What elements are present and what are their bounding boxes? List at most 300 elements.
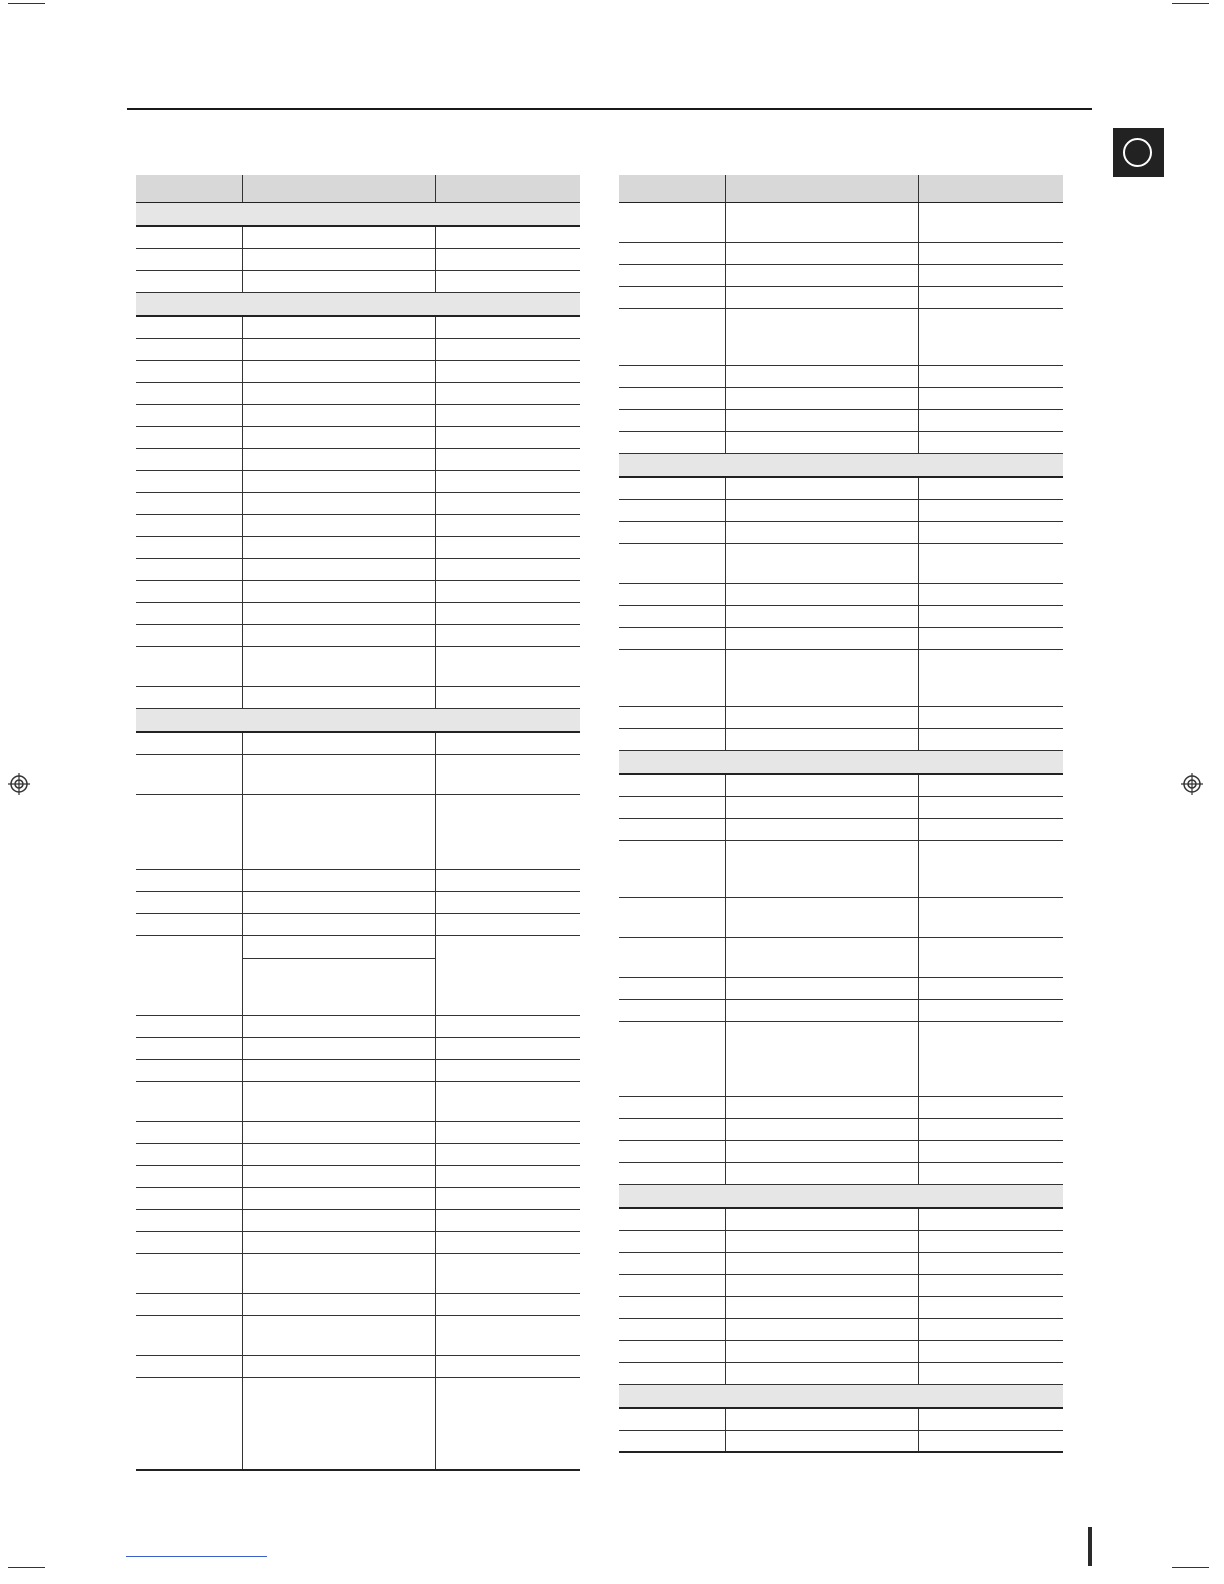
table-section-cell — [136, 292, 580, 316]
table-cell — [619, 409, 725, 431]
table-cell — [242, 338, 435, 360]
table-cell — [435, 404, 580, 426]
table-cell — [725, 1252, 918, 1274]
table-cell — [619, 1408, 725, 1430]
table-cell — [725, 1296, 918, 1318]
table-cell — [619, 242, 725, 264]
table-cell — [619, 1096, 725, 1118]
table-cell — [619, 728, 725, 750]
table-header-cell — [619, 175, 725, 202]
table-row — [619, 431, 1063, 453]
table-cell — [136, 404, 242, 426]
table-cell — [725, 409, 918, 431]
language-tab — [1113, 128, 1164, 177]
table-cell — [725, 477, 918, 499]
table-cell — [725, 897, 918, 937]
spec-table-right — [619, 175, 1063, 1453]
table-cell — [242, 248, 435, 270]
table-cell — [918, 409, 1063, 431]
table-cell — [136, 270, 242, 292]
table-cell — [435, 1059, 580, 1081]
table-cell — [725, 1021, 918, 1096]
table-cell — [435, 732, 580, 754]
table-header-cell — [725, 175, 918, 202]
table-cell — [619, 365, 725, 387]
table-row — [619, 1430, 1063, 1452]
table-cell — [242, 1015, 435, 1037]
table-cell — [242, 580, 435, 602]
table-cell — [242, 558, 435, 580]
table-row — [136, 580, 580, 602]
table-cell — [242, 448, 435, 470]
table-section-row — [619, 1184, 1063, 1208]
table-cell — [435, 1315, 580, 1355]
table-cell — [136, 624, 242, 646]
table-row — [619, 387, 1063, 409]
table-cell — [918, 937, 1063, 977]
table-cell — [619, 1208, 725, 1230]
table-cell — [136, 646, 242, 686]
table-row — [619, 1140, 1063, 1162]
table-row — [619, 308, 1063, 365]
table-cell — [242, 754, 435, 794]
table-row — [136, 316, 580, 338]
table-cell — [918, 1162, 1063, 1184]
table-cell — [619, 583, 725, 605]
table-row — [619, 1208, 1063, 1230]
table-cell — [725, 774, 918, 796]
table-cell — [725, 649, 918, 706]
table-cell — [435, 1231, 580, 1253]
table-cell — [136, 360, 242, 382]
table-row — [136, 1121, 580, 1143]
table-cell — [136, 686, 242, 708]
table-row — [136, 226, 580, 248]
table-row — [136, 1143, 580, 1165]
table-cell — [435, 913, 580, 935]
table-cell — [435, 1209, 580, 1231]
table-cell — [435, 426, 580, 448]
table-cell — [136, 580, 242, 602]
table-row — [619, 706, 1063, 728]
table-section-row — [136, 202, 580, 226]
table-cell — [918, 728, 1063, 750]
table-cell — [242, 1231, 435, 1253]
spec-table-left — [136, 175, 580, 1471]
table-row — [136, 514, 580, 536]
table-row — [619, 1362, 1063, 1384]
table-row — [619, 521, 1063, 543]
table-row — [136, 1231, 580, 1253]
table-row — [136, 602, 580, 624]
table-cell — [435, 514, 580, 536]
table-cell — [725, 387, 918, 409]
table-row — [136, 1037, 580, 1059]
table-cell — [136, 1377, 242, 1470]
table-row — [136, 382, 580, 404]
table-cell — [918, 1340, 1063, 1362]
table-cell — [619, 1230, 725, 1252]
table-cell — [918, 477, 1063, 499]
table-row — [136, 470, 580, 492]
table-section-row — [136, 708, 580, 732]
circle-icon — [1123, 138, 1152, 167]
table-cell — [136, 426, 242, 448]
table-cell — [918, 286, 1063, 308]
table-cell — [136, 1209, 242, 1231]
table-cell — [136, 891, 242, 913]
table-cell — [725, 431, 918, 453]
table-cell — [435, 492, 580, 514]
table-cell — [725, 365, 918, 387]
table-cell — [435, 1355, 580, 1377]
table-row — [136, 492, 580, 514]
table-cell — [242, 226, 435, 248]
crop-mark-top-right — [1172, 3, 1209, 4]
table-cell — [136, 514, 242, 536]
table-row — [619, 1296, 1063, 1318]
table-cell — [725, 706, 918, 728]
table-cell — [435, 602, 580, 624]
table-row — [136, 270, 580, 292]
table-cell — [725, 308, 918, 365]
table-header-cell — [136, 175, 242, 202]
table-cell — [725, 202, 918, 242]
table-cell — [725, 543, 918, 583]
table-row — [619, 1021, 1063, 1096]
table-row — [619, 796, 1063, 818]
table-cell — [242, 1059, 435, 1081]
table-row — [619, 649, 1063, 706]
table-row — [619, 477, 1063, 499]
table-cell — [136, 1059, 242, 1081]
table-cell — [242, 536, 435, 558]
table-cell — [435, 1377, 580, 1470]
table-cell — [918, 242, 1063, 264]
table-row — [136, 1209, 580, 1231]
table-cell — [242, 913, 435, 935]
table-cell — [725, 242, 918, 264]
table-section-cell — [136, 202, 580, 226]
table-cell — [918, 365, 1063, 387]
table-cell — [136, 1037, 242, 1059]
table-cell — [725, 937, 918, 977]
table-cell — [242, 1355, 435, 1377]
table-cell — [136, 732, 242, 754]
table-cell — [619, 387, 725, 409]
table-cell — [242, 382, 435, 404]
table-row — [136, 536, 580, 558]
table-cell — [435, 624, 580, 646]
table-cell — [435, 1253, 580, 1293]
table-cell — [136, 338, 242, 360]
table-section-cell — [619, 453, 1063, 477]
table-cell — [242, 514, 435, 536]
table-cell — [725, 1208, 918, 1230]
table-cell — [619, 1318, 725, 1340]
table-cell — [136, 316, 242, 338]
table-cell — [435, 382, 580, 404]
table-cell — [136, 754, 242, 794]
table-cell — [435, 470, 580, 492]
table-cell — [435, 1015, 580, 1037]
table-row — [136, 754, 580, 794]
table-cell — [136, 470, 242, 492]
table-row — [619, 818, 1063, 840]
table-cell — [918, 774, 1063, 796]
table-cell — [242, 1187, 435, 1209]
table-cell — [619, 477, 725, 499]
table-cell — [619, 818, 725, 840]
table-cell — [918, 1296, 1063, 1318]
table-cell — [725, 1118, 918, 1140]
table-cell — [725, 1274, 918, 1296]
table-cell — [725, 264, 918, 286]
table-cell — [435, 935, 580, 1015]
table-cell — [918, 1274, 1063, 1296]
table-cell — [242, 602, 435, 624]
table-cell — [918, 649, 1063, 706]
table-row — [136, 1081, 580, 1121]
table-row — [136, 624, 580, 646]
table-cell — [918, 897, 1063, 937]
table-cell — [918, 431, 1063, 453]
table-cell — [136, 1165, 242, 1187]
table-row — [619, 605, 1063, 627]
table-row — [136, 248, 580, 270]
table-cell — [435, 316, 580, 338]
crop-mark-bottom-left — [8, 1567, 45, 1568]
table-cell — [619, 1430, 725, 1452]
table-cell — [725, 1162, 918, 1184]
table-cell — [918, 840, 1063, 897]
table-cell — [136, 1187, 242, 1209]
table-cell — [918, 605, 1063, 627]
table-cell — [242, 270, 435, 292]
table-section-cell — [619, 750, 1063, 774]
footer-link-underline[interactable] — [126, 1556, 267, 1557]
table-cell — [725, 999, 918, 1021]
table-cell — [619, 706, 725, 728]
table-cell — [242, 426, 435, 448]
table-cell — [918, 202, 1063, 242]
table-cell — [435, 536, 580, 558]
table-cell — [918, 387, 1063, 409]
table-cell — [435, 891, 580, 913]
table-section-row — [619, 1384, 1063, 1408]
table-cell — [918, 1208, 1063, 1230]
table-header-cell — [435, 175, 580, 202]
table-cell — [725, 1340, 918, 1362]
table-cell — [619, 774, 725, 796]
table-cell — [918, 706, 1063, 728]
table-cell — [136, 1231, 242, 1253]
table-cell — [242, 1315, 435, 1355]
table-cell — [725, 1096, 918, 1118]
table-row — [136, 1165, 580, 1187]
table-cell — [435, 646, 580, 686]
table-row — [136, 338, 580, 360]
table-cell — [918, 499, 1063, 521]
table-cell — [242, 624, 435, 646]
table-row — [619, 999, 1063, 1021]
table-cell — [242, 404, 435, 426]
table-cell — [435, 1037, 580, 1059]
table-cell — [242, 470, 435, 492]
table-cell — [619, 1021, 725, 1096]
table-cell — [435, 1081, 580, 1121]
table-cell — [725, 1318, 918, 1340]
table-cell — [725, 521, 918, 543]
table-cell — [242, 1121, 435, 1143]
table-cell — [619, 431, 725, 453]
table-cell — [136, 869, 242, 891]
table-cell — [725, 583, 918, 605]
table-cell — [136, 794, 242, 869]
table-cell — [619, 1118, 725, 1140]
table-row — [619, 286, 1063, 308]
table-cell — [619, 605, 725, 627]
table-cell — [136, 492, 242, 514]
table-cell — [136, 536, 242, 558]
table-cell — [242, 891, 435, 913]
table-cell — [918, 521, 1063, 543]
table-cell — [918, 264, 1063, 286]
table-section-cell — [136, 708, 580, 732]
table-cell — [725, 728, 918, 750]
table-cell — [435, 754, 580, 794]
table-row — [136, 1253, 580, 1293]
table-cell — [136, 248, 242, 270]
table-header-cell — [242, 175, 435, 202]
table-cell — [136, 1253, 242, 1293]
table-cell — [136, 1081, 242, 1121]
table-cell — [918, 818, 1063, 840]
table-row — [619, 977, 1063, 999]
table-cell — [242, 360, 435, 382]
table-cell — [242, 869, 435, 891]
table-cell — [619, 840, 725, 897]
table-cell — [242, 1143, 435, 1165]
table-cell — [619, 1362, 725, 1384]
table-cell — [725, 977, 918, 999]
table-row — [619, 1118, 1063, 1140]
table-cell — [725, 1408, 918, 1430]
table-cell — [918, 1430, 1063, 1452]
table-cell — [918, 1096, 1063, 1118]
table-cell — [918, 1021, 1063, 1096]
table-cell — [435, 869, 580, 891]
table-row — [136, 913, 580, 935]
table-section-row — [619, 453, 1063, 477]
table-cell — [435, 1143, 580, 1165]
table-row — [619, 897, 1063, 937]
table-cell — [725, 840, 918, 897]
table-row — [619, 1408, 1063, 1430]
table-cell — [725, 605, 918, 627]
table-header-row — [136, 175, 580, 202]
table-cell — [619, 202, 725, 242]
page-number-bar — [1088, 1527, 1092, 1566]
table-cell — [918, 1118, 1063, 1140]
table-cell — [136, 1355, 242, 1377]
table-cell — [136, 1293, 242, 1315]
table-cell — [619, 1296, 725, 1318]
table-cell — [619, 897, 725, 937]
table-cell — [725, 286, 918, 308]
table-row — [619, 202, 1063, 242]
table-cell — [619, 543, 725, 583]
table-cell — [918, 1362, 1063, 1384]
table-cell — [725, 796, 918, 818]
table-row — [136, 360, 580, 382]
table-row — [619, 1230, 1063, 1252]
table-cell — [435, 558, 580, 580]
table-cell — [435, 1293, 580, 1315]
table-cell — [619, 627, 725, 649]
table-cell — [435, 248, 580, 270]
table-cell — [918, 627, 1063, 649]
table-cell — [136, 935, 242, 1015]
table-row — [136, 686, 580, 708]
table-row — [619, 1274, 1063, 1296]
table-row — [619, 1162, 1063, 1184]
table-cell — [619, 264, 725, 286]
table-row — [136, 426, 580, 448]
table-cell — [242, 492, 435, 514]
table-header-row — [619, 175, 1063, 202]
table-cell — [619, 499, 725, 521]
table-cell — [619, 1162, 725, 1184]
table-cell — [242, 646, 435, 686]
table-row — [136, 448, 580, 470]
table-row — [619, 242, 1063, 264]
table-row — [619, 264, 1063, 286]
table-cell — [619, 286, 725, 308]
crop-mark-top-left — [8, 3, 45, 4]
table-cell — [242, 1293, 435, 1315]
registration-mark-right-icon — [1181, 773, 1203, 795]
table-cell — [242, 794, 435, 869]
table-row — [136, 1355, 580, 1377]
header-rule — [127, 108, 1092, 110]
table-cell — [136, 226, 242, 248]
table-cell — [918, 999, 1063, 1021]
table-cell — [918, 796, 1063, 818]
table-cell — [918, 1252, 1063, 1274]
table-cell — [242, 1037, 435, 1059]
table-cell — [435, 360, 580, 382]
table-row — [619, 840, 1063, 897]
table-cell — [725, 1430, 918, 1452]
table-cell — [242, 1081, 435, 1121]
table-row — [136, 794, 580, 869]
table-cell — [136, 1143, 242, 1165]
table-cell — [619, 977, 725, 999]
table-cell — [918, 1230, 1063, 1252]
table-cell — [242, 1165, 435, 1187]
table-cell — [435, 794, 580, 869]
table-cell — [619, 937, 725, 977]
table-cell — [725, 499, 918, 521]
table-row — [136, 869, 580, 891]
table-row — [619, 543, 1063, 583]
table-row — [619, 937, 1063, 977]
table-row — [619, 409, 1063, 431]
table-cell — [136, 602, 242, 624]
table-cell — [242, 316, 435, 338]
table-cell — [136, 448, 242, 470]
